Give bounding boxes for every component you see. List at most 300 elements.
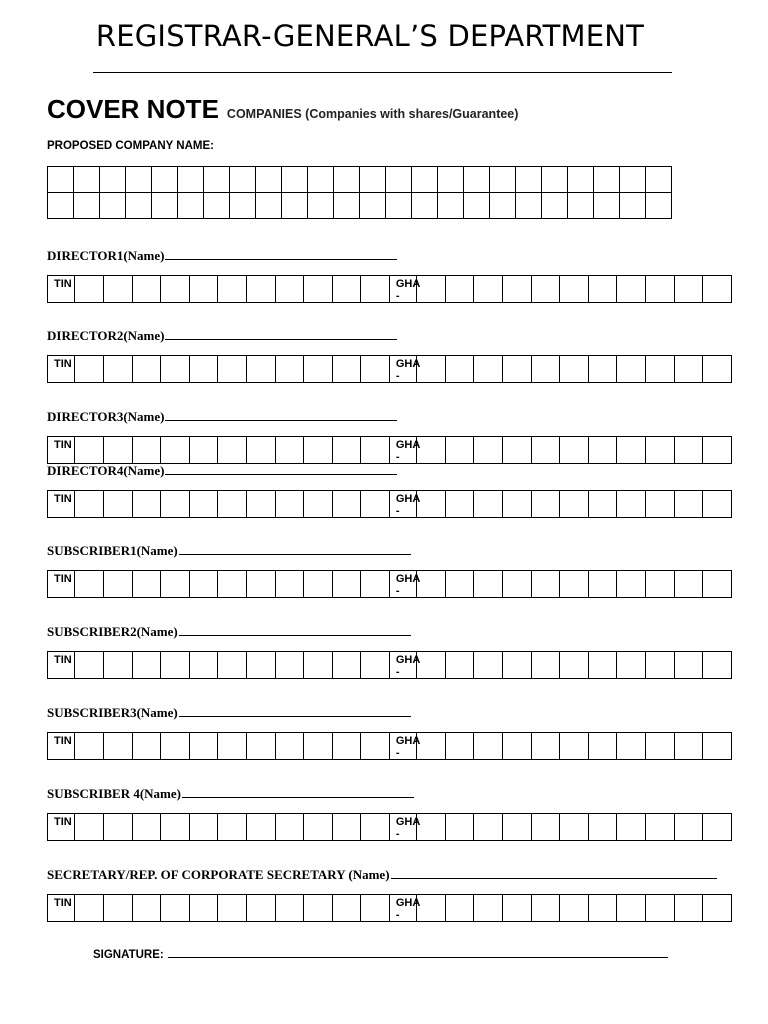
tin-digit-box[interactable] xyxy=(218,733,247,760)
gha-digit-box[interactable] xyxy=(703,437,732,464)
tin-digit-box[interactable] xyxy=(218,652,247,679)
tin-digit-box[interactable] xyxy=(161,733,190,760)
tin-digit-box[interactable] xyxy=(361,814,390,841)
tin-digit-box[interactable] xyxy=(132,895,161,922)
tin-digit-box[interactable] xyxy=(161,571,190,598)
proposed-company-name-grid xyxy=(47,166,672,219)
signature-line[interactable] xyxy=(168,947,668,958)
gha-digit-box[interactable] xyxy=(503,491,532,518)
person-name-line[interactable] xyxy=(165,249,397,260)
person-name-line[interactable] xyxy=(182,787,414,798)
tin-label: TIN xyxy=(48,895,75,922)
tin-digit-box[interactable] xyxy=(275,491,304,518)
person-name-line[interactable] xyxy=(179,544,411,555)
tin-digit-box[interactable] xyxy=(218,814,247,841)
tin-gha-row xyxy=(47,732,732,760)
tin-digit-box[interactable] xyxy=(275,571,304,598)
tin-digit-box[interactable] xyxy=(275,437,304,464)
name-letter-box[interactable] xyxy=(360,193,386,219)
name-letter-box[interactable] xyxy=(620,193,646,219)
tin-label: TIN xyxy=(48,571,75,598)
name-letter-box[interactable] xyxy=(230,167,256,193)
name-letter-box[interactable] xyxy=(516,193,542,219)
tin-digit-box[interactable] xyxy=(75,276,104,303)
person-name-field[interactable] xyxy=(47,409,397,425)
tin-digit-box[interactable] xyxy=(189,814,218,841)
tin-digit-box[interactable] xyxy=(161,491,190,518)
name-letter-box[interactable] xyxy=(464,167,490,193)
tin-digit-box[interactable] xyxy=(246,437,275,464)
tin-digit-box[interactable] xyxy=(104,276,133,303)
gha-digit-box[interactable] xyxy=(674,733,703,760)
gha-digit-box[interactable] xyxy=(445,652,474,679)
gha-digit-box[interactable] xyxy=(617,276,646,303)
name-letter-box[interactable] xyxy=(178,167,204,193)
name-letter-box[interactable] xyxy=(516,167,542,193)
person-name-line[interactable] xyxy=(165,329,397,340)
tin-digit-box[interactable] xyxy=(246,733,275,760)
gha-digit-box[interactable] xyxy=(503,814,532,841)
gha-digit-box[interactable] xyxy=(674,437,703,464)
person-name-field[interactable] xyxy=(47,543,411,559)
gha-digit-box[interactable] xyxy=(417,356,446,383)
tin-digit-box[interactable] xyxy=(218,356,247,383)
name-letter-box[interactable] xyxy=(568,167,594,193)
tin-digit-box[interactable] xyxy=(304,356,333,383)
tin-digit-box[interactable] xyxy=(218,437,247,464)
tin-gha-row xyxy=(47,490,732,518)
gha-digit-box[interactable] xyxy=(617,733,646,760)
name-letter-box[interactable] xyxy=(646,167,672,193)
name-letter-box[interactable] xyxy=(74,193,100,219)
gha-digit-box[interactable] xyxy=(474,491,503,518)
gha-digit-box[interactable] xyxy=(531,652,560,679)
tin-digit-box[interactable] xyxy=(361,895,390,922)
gha-digit-box[interactable] xyxy=(645,571,674,598)
name-letter-box[interactable] xyxy=(334,193,360,219)
gha-digit-box[interactable] xyxy=(417,652,446,679)
name-letter-box[interactable] xyxy=(490,193,516,219)
gha-digit-box[interactable] xyxy=(703,571,732,598)
gha-digit-box[interactable] xyxy=(703,491,732,518)
tin-digit-box[interactable] xyxy=(361,276,390,303)
tin-gha-row xyxy=(47,355,732,383)
person-name-line[interactable] xyxy=(391,868,717,879)
gha-digit-box[interactable] xyxy=(645,814,674,841)
gha-digit-box[interactable] xyxy=(617,437,646,464)
tin-digit-box[interactable] xyxy=(361,652,390,679)
gha-digit-box[interactable] xyxy=(503,356,532,383)
gha-digit-box[interactable] xyxy=(674,356,703,383)
gha-digit-box[interactable] xyxy=(617,814,646,841)
tin-gha-row xyxy=(47,275,732,303)
name-letter-box[interactable] xyxy=(438,167,464,193)
tin-digit-box[interactable] xyxy=(189,356,218,383)
name-letter-box[interactable] xyxy=(490,167,516,193)
gha-digit-box[interactable] xyxy=(474,814,503,841)
gha-digit-box[interactable] xyxy=(617,652,646,679)
name-letter-box[interactable] xyxy=(646,193,672,219)
name-letter-box[interactable] xyxy=(594,193,620,219)
name-letter-box[interactable] xyxy=(230,193,256,219)
gha-digit-box[interactable] xyxy=(703,733,732,760)
gha-digit-box[interactable] xyxy=(588,814,617,841)
tin-label: TIN xyxy=(48,276,75,303)
tin-digit-box[interactable] xyxy=(75,356,104,383)
gha-digit-box[interactable] xyxy=(645,652,674,679)
tin-digit-box[interactable] xyxy=(75,652,104,679)
gha-digit-box[interactable] xyxy=(588,733,617,760)
tin-digit-box[interactable] xyxy=(246,571,275,598)
gha-digit-box[interactable] xyxy=(417,571,446,598)
gha-digit-box[interactable] xyxy=(445,356,474,383)
person-name-field[interactable] xyxy=(47,248,397,264)
tin-digit-box[interactable] xyxy=(104,814,133,841)
gha-digit-box[interactable] xyxy=(417,437,446,464)
gha-digit-box[interactable] xyxy=(474,437,503,464)
person-name-label: DIRECTOR1(Name) xyxy=(47,248,165,263)
gha-digit-box[interactable] xyxy=(703,276,732,303)
tin-digit-box[interactable] xyxy=(246,652,275,679)
gha-label: GHA - xyxy=(389,652,416,679)
gha-digit-box[interactable] xyxy=(703,814,732,841)
tin-digit-box[interactable] xyxy=(161,895,190,922)
name-letter-box[interactable] xyxy=(334,167,360,193)
gha-digit-box[interactable] xyxy=(645,491,674,518)
name-letter-box[interactable] xyxy=(412,193,438,219)
tin-digit-box[interactable] xyxy=(75,895,104,922)
name-letter-box[interactable] xyxy=(48,167,74,193)
gha-digit-box[interactable] xyxy=(560,814,589,841)
tin-digit-box[interactable] xyxy=(132,276,161,303)
name-letter-box[interactable] xyxy=(152,193,178,219)
tin-digit-box[interactable] xyxy=(361,437,390,464)
tin-digit-box[interactable] xyxy=(161,652,190,679)
tin-gha-row xyxy=(47,813,732,841)
gha-digit-box[interactable] xyxy=(674,652,703,679)
gha-digit-box[interactable] xyxy=(531,276,560,303)
gha-label: GHA - xyxy=(389,733,416,760)
gha-digit-box[interactable] xyxy=(474,733,503,760)
gha-digit-box[interactable] xyxy=(474,895,503,922)
name-letter-box[interactable] xyxy=(308,167,334,193)
name-letter-box[interactable] xyxy=(282,193,308,219)
person-name-field[interactable] xyxy=(47,463,397,479)
gha-digit-box[interactable] xyxy=(445,491,474,518)
tin-digit-box[interactable] xyxy=(332,571,361,598)
tin-gha-row xyxy=(47,894,732,922)
name-letter-box[interactable] xyxy=(100,193,126,219)
gha-digit-box[interactable] xyxy=(531,491,560,518)
gha-digit-box[interactable] xyxy=(531,814,560,841)
gha-digit-box[interactable] xyxy=(445,437,474,464)
tin-digit-box[interactable] xyxy=(132,814,161,841)
tin-digit-box[interactable] xyxy=(218,571,247,598)
gha-digit-box[interactable] xyxy=(617,571,646,598)
gha-digit-box[interactable] xyxy=(703,895,732,922)
tin-digit-box[interactable] xyxy=(332,652,361,679)
gha-digit-box[interactable] xyxy=(503,652,532,679)
name-letter-box[interactable] xyxy=(620,167,646,193)
name-letter-box[interactable] xyxy=(386,193,412,219)
gha-digit-box[interactable] xyxy=(474,652,503,679)
tin-digit-box[interactable] xyxy=(275,733,304,760)
name-letter-box[interactable] xyxy=(542,193,568,219)
gha-digit-box[interactable] xyxy=(503,733,532,760)
tin-digit-box[interactable] xyxy=(189,895,218,922)
tin-label: TIN xyxy=(48,437,75,464)
name-letter-box[interactable] xyxy=(360,167,386,193)
person-name-field[interactable] xyxy=(47,786,414,802)
proposed-company-name-label: PROPOSED COMPANY NAME: xyxy=(47,140,214,152)
gha-digit-box[interactable] xyxy=(474,276,503,303)
gha-digit-box[interactable] xyxy=(588,895,617,922)
gha-digit-box[interactable] xyxy=(588,276,617,303)
person-name-label: SUBSCRIBER1(Name) xyxy=(47,543,178,558)
gha-digit-box[interactable] xyxy=(417,491,446,518)
gha-digit-box[interactable] xyxy=(503,571,532,598)
tin-digit-box[interactable] xyxy=(304,276,333,303)
gha-digit-box[interactable] xyxy=(645,895,674,922)
tin-digit-box[interactable] xyxy=(332,276,361,303)
gha-digit-box[interactable] xyxy=(617,356,646,383)
name-letter-box[interactable] xyxy=(48,193,74,219)
tin-digit-box[interactable] xyxy=(332,733,361,760)
tin-digit-box[interactable] xyxy=(304,814,333,841)
name-letter-box[interactable] xyxy=(386,167,412,193)
name-letter-box[interactable] xyxy=(412,167,438,193)
tin-digit-box[interactable] xyxy=(304,491,333,518)
gha-label: GHA - xyxy=(389,437,416,464)
person-name-field[interactable] xyxy=(47,328,397,344)
tin-digit-box[interactable] xyxy=(304,733,333,760)
tin-digit-box[interactable] xyxy=(304,571,333,598)
gha-digit-box[interactable] xyxy=(503,276,532,303)
person-name-label: DIRECTOR3(Name) xyxy=(47,409,165,424)
person-name-field[interactable] xyxy=(47,624,411,640)
cover-note-title: COVER NOTE xyxy=(47,94,219,124)
tin-digit-box[interactable] xyxy=(361,733,390,760)
tin-gha-row xyxy=(47,436,732,464)
gha-digit-box[interactable] xyxy=(474,356,503,383)
tin-digit-box[interactable] xyxy=(161,356,190,383)
person-name-line[interactable] xyxy=(165,410,397,421)
person-name-line[interactable] xyxy=(179,706,411,717)
name-letter-box[interactable] xyxy=(282,167,308,193)
gha-digit-box[interactable] xyxy=(417,814,446,841)
name-letter-box[interactable] xyxy=(256,167,282,193)
tin-digit-box[interactable] xyxy=(189,437,218,464)
tin-digit-box[interactable] xyxy=(75,491,104,518)
gha-label: GHA - xyxy=(389,491,416,518)
tin-digit-box[interactable] xyxy=(161,276,190,303)
tin-digit-box[interactable] xyxy=(275,652,304,679)
tin-digit-box[interactable] xyxy=(132,571,161,598)
person-name-field[interactable] xyxy=(47,867,717,883)
gha-digit-box[interactable] xyxy=(474,571,503,598)
cover-note-subtitle: COMPANIES (Companies with shares/Guarantee) xyxy=(226,107,519,121)
gha-digit-box[interactable] xyxy=(417,733,446,760)
gha-digit-box[interactable] xyxy=(703,356,732,383)
name-letter-box[interactable] xyxy=(74,167,100,193)
tin-digit-box[interactable] xyxy=(275,276,304,303)
tin-digit-box[interactable] xyxy=(189,733,218,760)
name-letter-box[interactable] xyxy=(152,167,178,193)
tin-digit-box[interactable] xyxy=(132,356,161,383)
tin-digit-box[interactable] xyxy=(132,652,161,679)
gha-digit-box[interactable] xyxy=(674,571,703,598)
tin-digit-box[interactable] xyxy=(246,356,275,383)
tin-digit-box[interactable] xyxy=(332,437,361,464)
tin-digit-box[interactable] xyxy=(361,571,390,598)
tin-digit-box[interactable] xyxy=(275,895,304,922)
tin-digit-box[interactable] xyxy=(132,437,161,464)
tin-digit-box[interactable] xyxy=(361,356,390,383)
gha-digit-box[interactable] xyxy=(531,356,560,383)
gha-digit-box[interactable] xyxy=(417,895,446,922)
person-name-field[interactable] xyxy=(47,705,411,721)
gha-digit-box[interactable] xyxy=(588,571,617,598)
tin-digit-box[interactable] xyxy=(304,437,333,464)
gha-digit-box[interactable] xyxy=(445,276,474,303)
name-letter-box[interactable] xyxy=(568,193,594,219)
gha-digit-box[interactable] xyxy=(560,276,589,303)
tin-digit-box[interactable] xyxy=(218,491,247,518)
tin-digit-box[interactable] xyxy=(332,814,361,841)
signature-field[interactable] xyxy=(93,947,668,961)
gha-digit-box[interactable] xyxy=(674,895,703,922)
gha-digit-box[interactable] xyxy=(531,437,560,464)
tin-digit-box[interactable] xyxy=(161,814,190,841)
gha-digit-box[interactable] xyxy=(560,571,589,598)
tin-digit-box[interactable] xyxy=(332,491,361,518)
gha-digit-box[interactable] xyxy=(445,733,474,760)
name-letter-box[interactable] xyxy=(594,167,620,193)
tin-digit-box[interactable] xyxy=(332,356,361,383)
gha-digit-box[interactable] xyxy=(560,895,589,922)
gha-digit-box[interactable] xyxy=(617,895,646,922)
tin-digit-box[interactable] xyxy=(75,733,104,760)
gha-digit-box[interactable] xyxy=(417,276,446,303)
tin-digit-box[interactable] xyxy=(104,652,133,679)
name-letter-box[interactable] xyxy=(308,193,334,219)
tin-digit-box[interactable] xyxy=(132,491,161,518)
tin-digit-box[interactable] xyxy=(304,652,333,679)
tin-digit-box[interactable] xyxy=(75,814,104,841)
person-name-label: DIRECTOR2(Name) xyxy=(47,328,165,343)
gha-digit-box[interactable] xyxy=(445,895,474,922)
name-letter-box[interactable] xyxy=(542,167,568,193)
gha-digit-box[interactable] xyxy=(445,814,474,841)
name-letter-box[interactable] xyxy=(100,167,126,193)
gha-digit-box[interactable] xyxy=(617,491,646,518)
gha-digit-box[interactable] xyxy=(588,356,617,383)
tin-digit-box[interactable] xyxy=(332,895,361,922)
gha-digit-box[interactable] xyxy=(560,491,589,518)
tin-digit-box[interactable] xyxy=(361,491,390,518)
tin-digit-box[interactable] xyxy=(104,571,133,598)
tin-digit-box[interactable] xyxy=(161,437,190,464)
tin-digit-box[interactable] xyxy=(275,356,304,383)
department-title: REGISTRAR-GENERAL’S DEPARTMENT xyxy=(95,19,645,53)
gha-digit-box[interactable] xyxy=(531,571,560,598)
gha-digit-box[interactable] xyxy=(560,733,589,760)
tin-digit-box[interactable] xyxy=(104,356,133,383)
gha-digit-box[interactable] xyxy=(674,814,703,841)
name-letter-box[interactable] xyxy=(126,193,152,219)
gha-digit-box[interactable] xyxy=(531,895,560,922)
gha-digit-box[interactable] xyxy=(531,733,560,760)
gha-digit-box[interactable] xyxy=(645,733,674,760)
tin-digit-box[interactable] xyxy=(132,733,161,760)
gha-digit-box[interactable] xyxy=(445,571,474,598)
gha-digit-box[interactable] xyxy=(560,356,589,383)
name-letter-box[interactable] xyxy=(438,193,464,219)
gha-digit-box[interactable] xyxy=(645,437,674,464)
person-name-label: SUBSCRIBER 4(Name) xyxy=(47,786,181,801)
name-letter-box[interactable] xyxy=(256,193,282,219)
gha-digit-box[interactable] xyxy=(560,652,589,679)
tin-digit-box[interactable] xyxy=(104,895,133,922)
gha-digit-box[interactable] xyxy=(674,491,703,518)
tin-gha-row xyxy=(47,570,732,598)
tin-digit-box[interactable] xyxy=(218,895,247,922)
name-letter-box[interactable] xyxy=(204,193,230,219)
tin-digit-box[interactable] xyxy=(189,491,218,518)
name-letter-box[interactable] xyxy=(204,167,230,193)
person-name-line[interactable] xyxy=(165,464,397,475)
tin-digit-box[interactable] xyxy=(246,491,275,518)
tin-label: TIN xyxy=(48,356,75,383)
gha-digit-box[interactable] xyxy=(645,356,674,383)
name-letter-box[interactable] xyxy=(464,193,490,219)
tin-digit-box[interactable] xyxy=(218,276,247,303)
gha-digit-box[interactable] xyxy=(588,491,617,518)
gha-digit-box[interactable] xyxy=(503,437,532,464)
header-rule xyxy=(93,72,672,73)
tin-digit-box[interactable] xyxy=(189,571,218,598)
gha-label: GHA - xyxy=(389,895,416,922)
tin-digit-box[interactable] xyxy=(246,895,275,922)
tin-digit-box[interactable] xyxy=(104,491,133,518)
gha-digit-box[interactable] xyxy=(588,652,617,679)
cover-note-heading xyxy=(47,94,518,125)
gha-digit-box[interactable] xyxy=(674,276,703,303)
tin-digit-box[interactable] xyxy=(304,895,333,922)
name-letter-box[interactable] xyxy=(178,193,204,219)
person-name-label: DIRECTOR4(Name) xyxy=(47,463,165,478)
gha-digit-box[interactable] xyxy=(588,437,617,464)
person-name-line[interactable] xyxy=(179,625,411,636)
tin-digit-box[interactable] xyxy=(189,276,218,303)
name-letter-box[interactable] xyxy=(126,167,152,193)
person-name-label: SUBSCRIBER2(Name) xyxy=(47,624,178,639)
tin-digit-box[interactable] xyxy=(246,814,275,841)
gha-label: GHA - xyxy=(389,814,416,841)
tin-digit-box[interactable] xyxy=(104,437,133,464)
gha-digit-box[interactable] xyxy=(703,652,732,679)
gha-digit-box[interactable] xyxy=(560,437,589,464)
tin-label: TIN xyxy=(48,652,75,679)
tin-digit-box[interactable] xyxy=(246,276,275,303)
tin-digit-box[interactable] xyxy=(275,814,304,841)
tin-digit-box[interactable] xyxy=(75,437,104,464)
tin-digit-box[interactable] xyxy=(75,571,104,598)
gha-digit-box[interactable] xyxy=(645,276,674,303)
tin-digit-box[interactable] xyxy=(104,733,133,760)
tin-digit-box[interactable] xyxy=(189,652,218,679)
gha-digit-box[interactable] xyxy=(503,895,532,922)
